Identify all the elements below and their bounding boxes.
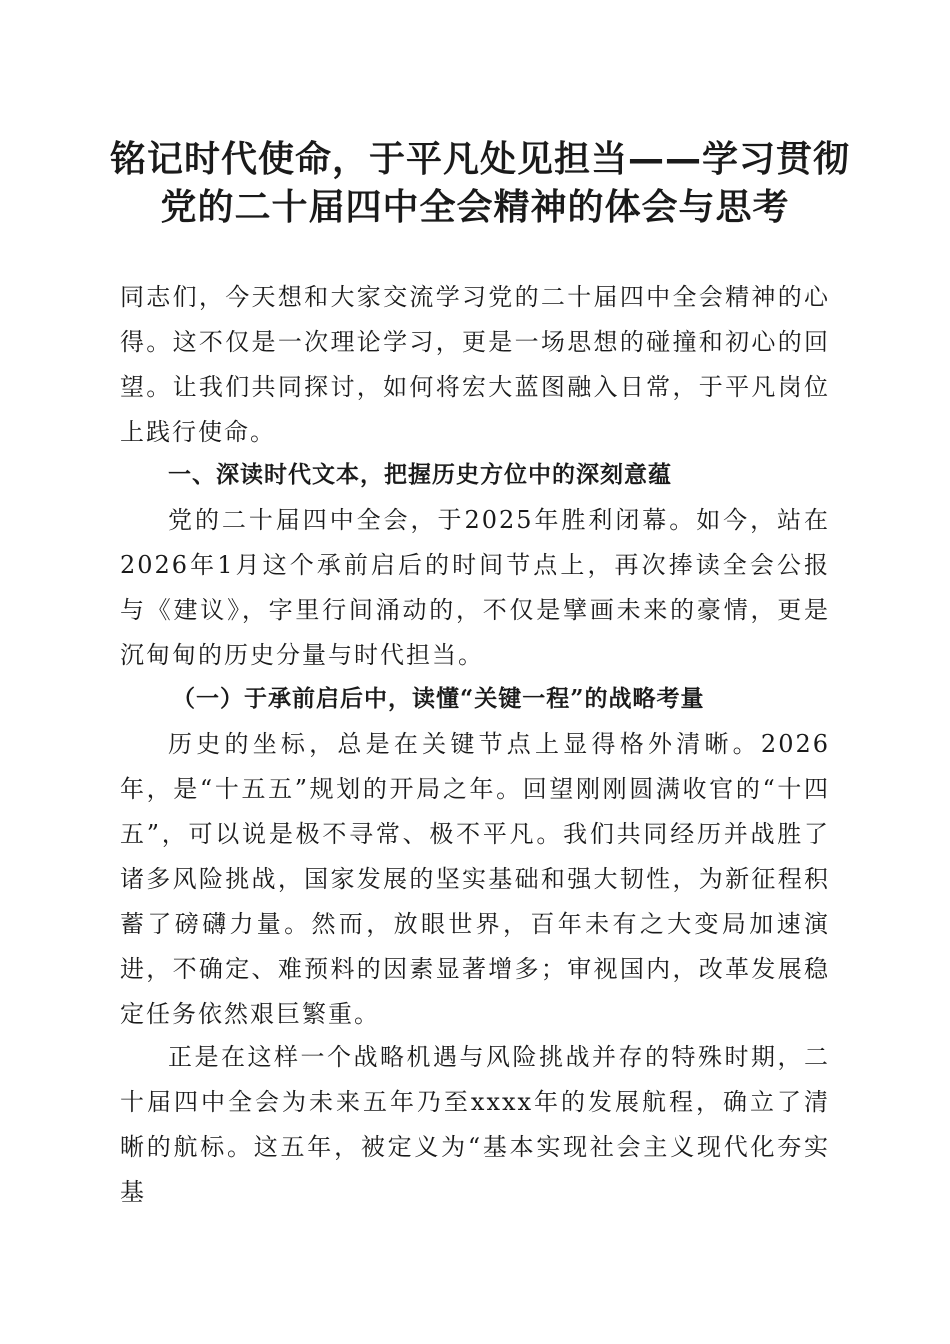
section-1-paragraph-1: 党的二十届四中全会，于2025年胜利闭幕。如今，站在2026年1月这个承前启后的时间节点上，再次捧读全会公报与《建议》，字里行间涌动的，不仅是擘画未来的豪情，更是沉甸甸的历史分量与时代担当。 xyxy=(120,506,830,669)
document-title-line-2: 党的二十届四中全会精神的体会与思考 xyxy=(160,187,790,228)
document-title-line-1: 铭记时代使命，于平凡处见担当——学习贯彻 xyxy=(110,139,851,180)
section-1-heading: 一、深读时代文本，把握历史方位中的深刻意蕴 xyxy=(168,462,672,488)
subsection-1-heading: （一）于承前启后中，读懂“关键一程”的战略考量 xyxy=(172,685,705,712)
intro-paragraph: 同志们，今天想和大家交流学习党的二十届四中全会精神的心得。这不仅是一次理论学习，更是一场思想的碰撞和初心的回望。让我们共同探讨，如何将宏大蓝图融入日常，于平凡岗位上践行使命。 xyxy=(120,283,830,446)
subsection-1-paragraph-2: 正是在这样一个战略机遇与风险挑战并存的特殊时期，二十届四中全会为未来五年乃至xxxx年的发展航程，确立了清晰的航标。这五年，被定义为“基本实现社会主义现代化夯实基 xyxy=(120,1043,830,1206)
subsection-1-paragraph-1: 历史的坐标，总是在关键节点上显得格外清晰。2026年，是“十五五”规划的开局之年。回望刚刚圆满收官的“十四五”，可以说是极不寻常、极不平凡。我们共同经历并战胜了诸多风险挑战，国家发展的坚实基础和强大韧性，为新征程积蓄了磅礴力量。然而，放眼世界，百年未有之大变局加速演进，不确定、难预料的因素显著增多；审视国内，改革发展稳定任务依然艰巨繁重。 xyxy=(120,730,830,1028)
